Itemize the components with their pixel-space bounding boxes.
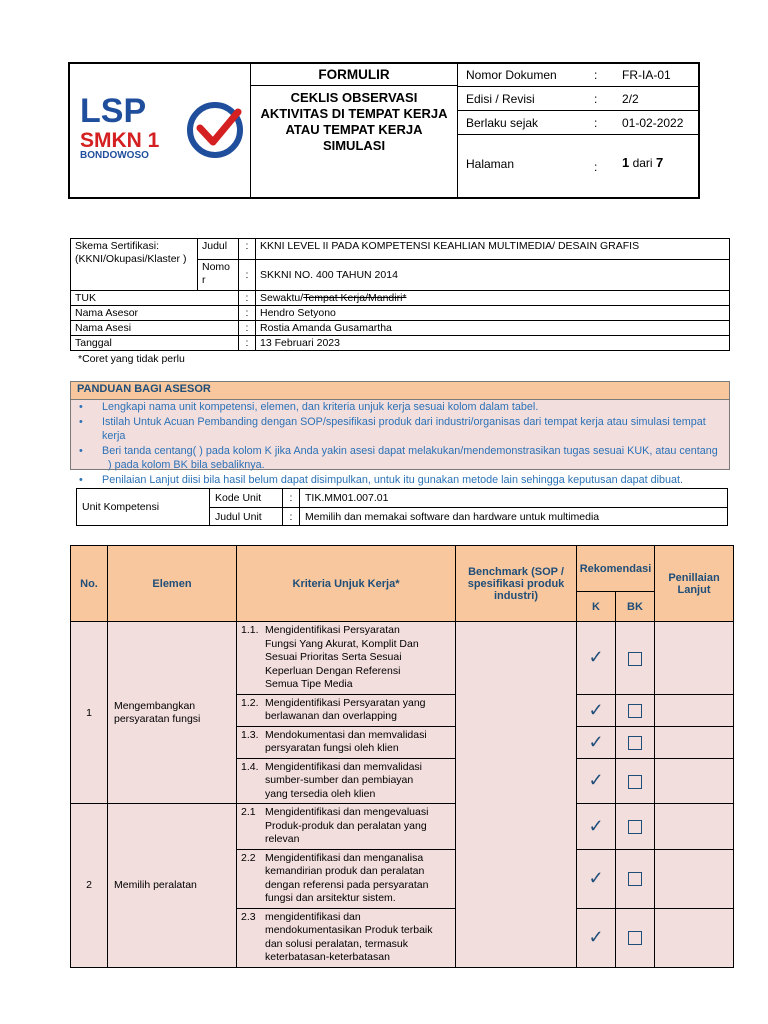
bk-checkbox[interactable]	[616, 694, 655, 726]
nomor-label: Nomo r	[198, 260, 239, 291]
meta-sep: :	[594, 92, 598, 106]
bk-checkbox[interactable]	[616, 908, 655, 967]
k-checkbox[interactable]	[577, 622, 616, 695]
kuk-text: Mengidentifikasi dan memvalidasi sumber-sumber dan pembiayan yang tersedia oleh klien	[265, 760, 422, 800]
meta-nomor-dokumen	[466, 68, 698, 88]
table-row	[71, 622, 734, 695]
header-bk: BK	[616, 592, 655, 622]
row-elemen: Memilih peralatan	[108, 804, 237, 968]
judul-unit-label: Judul Unit	[210, 508, 283, 526]
meta-halaman	[466, 157, 698, 177]
header-kriteria: Kriteria Unjuk Kerja*	[237, 546, 456, 622]
tuk-value	[256, 291, 730, 306]
penilaian-cell[interactable]	[655, 849, 734, 908]
meta-key: Berlaku sejak	[466, 116, 539, 130]
meta-value: 01-02-2022	[622, 116, 684, 130]
panduan-list	[71, 400, 729, 487]
kuk-text: Mengidentifikasi Persyaratan yang berlawanan dan overlapping	[265, 696, 426, 722]
info-table	[70, 238, 730, 351]
meta-key: Edisi / Revisi	[466, 92, 535, 106]
kuk-number: 1.4.	[241, 760, 259, 773]
logo-bondowoso-text: BONDOWOSO	[80, 150, 149, 161]
kuk-text: Mengidentifikasi dan mengevaluasi Produk-produk dan peralatan yang relevan	[265, 806, 429, 845]
kuk-cell	[237, 908, 456, 967]
form-title: FORMULIR	[251, 64, 457, 86]
checkmark-icon: ✓	[588, 699, 604, 720]
kode-unit-label: Kode Unit	[210, 489, 283, 508]
k-checkbox[interactable]	[577, 849, 616, 908]
kuk-number: 1.3.	[241, 728, 259, 741]
info-sep: :	[239, 291, 256, 306]
panduan-box	[70, 381, 730, 486]
checkmark-icon: ✓	[588, 815, 604, 836]
unit-sep: :	[283, 489, 300, 508]
bk-checkbox[interactable]	[616, 758, 655, 804]
table-row	[71, 804, 734, 850]
asesi-label: Nama Asesi	[71, 321, 239, 336]
penilaian-cell[interactable]	[655, 758, 734, 804]
kuk-text: Mengidentifikasi dan menganalisa kemandirian produk dan peralatan dengan referensi pada persyaratan fungsi dan arsitektur sistem.	[265, 851, 429, 904]
penilaian-cell[interactable]	[655, 908, 734, 967]
tuk-label: TUK	[71, 291, 239, 306]
meta-berlaku-sejak	[466, 116, 698, 136]
observation-table	[70, 545, 734, 968]
penilaian-cell[interactable]	[655, 694, 734, 726]
panduan-title: PANDUAN BAGI ASESOR	[71, 382, 729, 400]
empty-box-icon	[628, 652, 642, 666]
k-checkbox[interactable]	[577, 694, 616, 726]
header-penilaian: Penillaian Lanjut	[655, 546, 734, 622]
title-cell	[251, 63, 458, 198]
info-sep: :	[239, 306, 256, 321]
benchmark-cell[interactable]	[456, 622, 577, 968]
info-sep: :	[239, 239, 256, 260]
row-no: 1	[71, 622, 108, 804]
bk-checkbox[interactable]	[616, 622, 655, 695]
info-sep: :	[239, 260, 256, 291]
meta-sep: :	[594, 68, 598, 82]
tanggal-label: Tanggal	[71, 336, 239, 351]
k-checkbox[interactable]	[577, 726, 616, 758]
panduan-item-cont: ) pada kolom BK bila sebaliknya.	[108, 459, 265, 471]
doc-title: CEKLIS OBSERVASI AKTIVITAS DI TEMPAT KERJA ATAU TEMPAT KERJA SIMULASI	[260, 90, 448, 153]
unit-label: Unit Kompetensi	[77, 489, 210, 526]
meta-cell	[458, 63, 700, 198]
k-checkbox[interactable]	[577, 908, 616, 967]
unit-sep: :	[283, 508, 300, 526]
kuk-text: Mendokumentasi dan memvalidasi persyaratan fungsi oleh klien	[265, 728, 427, 754]
kuk-cell	[237, 849, 456, 908]
page-total: 7	[655, 155, 664, 170]
header-rekomendasi: Rekomendasi	[577, 546, 655, 592]
kuk-cell	[237, 622, 456, 695]
kuk-number: 1.1.	[241, 624, 259, 636]
tuk-plain: Sewaktu/	[260, 292, 304, 304]
kuk-number: 2.3	[241, 910, 256, 923]
panduan-item-text: Beri tanda centang( ) pada kolom K jika Anda yakin asesi dapat melakukan/mendemonstrasikan tugas sesuai KUK, atau centang	[102, 444, 718, 457]
empty-box-icon	[628, 704, 642, 718]
empty-box-icon	[628, 820, 642, 834]
panduan-item	[71, 444, 729, 473]
judul-label: Judul	[198, 239, 239, 260]
kode-unit-value: TIK.MM01.007.01	[300, 489, 728, 508]
checkmark-icon: ✓	[588, 770, 604, 791]
empty-box-icon	[628, 872, 642, 886]
kuk-cell	[237, 694, 456, 726]
nomor-value: SKKNI NO. 400 TAHUN 2014	[256, 260, 730, 291]
row-elemen: Mengembangkan persyaratan fungsi	[108, 622, 237, 804]
asesor-value: Hendro Setyono	[256, 306, 730, 321]
bk-checkbox[interactable]	[616, 804, 655, 850]
kuk-number: 2.1	[241, 806, 256, 818]
kuk-number: 1.2.	[241, 696, 259, 709]
penilaian-cell[interactable]	[655, 726, 734, 758]
header-elemen: Elemen	[108, 546, 237, 622]
coret-note: *Coret yang tidak perlu	[78, 353, 185, 365]
k-checkbox[interactable]	[577, 758, 616, 804]
logo-smkn-text: SMKN 1	[80, 129, 160, 152]
kuk-cell	[237, 758, 456, 804]
meta-value: 2/2	[622, 92, 639, 106]
header-k: K	[577, 592, 616, 622]
k-checkbox[interactable]	[577, 804, 616, 850]
kuk-number: 2.2	[241, 851, 256, 864]
tuk-struck: Tempat Kerja/Mandiri*	[303, 292, 407, 304]
kuk-text: mengidentifikasi dan mendokumentasikan Produk terbaik dan solusi peralatan, termasuk keterbatasan-keterbatasan	[265, 910, 433, 963]
meta-key: Halaman	[466, 157, 515, 171]
info-sep: :	[239, 321, 256, 336]
asesi-value: Rostia Amanda Gusamartha	[256, 321, 730, 336]
panduan-item: • Penilaian Lanjut diisi bila hasil belum dapat disimpulkan, untuk itu gunakan metode lain sehingga keputusan dapat dibuat.	[71, 473, 729, 488]
bk-checkbox[interactable]	[616, 726, 655, 758]
bk-checkbox[interactable]	[616, 849, 655, 908]
row-no: 2	[71, 804, 108, 968]
empty-box-icon	[628, 775, 642, 789]
meta-sep: :	[594, 160, 598, 174]
meta-value: FR-IA-01	[622, 68, 671, 82]
penilaian-cell[interactable]	[655, 804, 734, 850]
panduan-item: • Istilah Untuk Acuan Pembanding dengan SOP/spesifikasi produk dari industri/organisas dari tempat kerja atau simulasi tempat kerja	[71, 415, 729, 444]
empty-box-icon	[628, 736, 642, 750]
meta-key: Nomor Dokumen	[466, 68, 557, 82]
judul-unit-value: Memilih dan memakai software dan hardware untuk multimedia	[300, 508, 728, 526]
skema-label: Skema Sertifikasi: (KKNI/Okupasi/Klaster )	[71, 239, 198, 291]
unit-table	[76, 488, 728, 526]
checkmark-icon: ✓	[588, 647, 604, 668]
page-dari: dari	[632, 156, 653, 170]
checkmark-icon: ✓	[588, 868, 604, 888]
kuk-cell	[237, 804, 456, 850]
checkmark-icon: ✓	[588, 731, 604, 752]
tanggal-value: 13 Februari 2023	[256, 336, 730, 351]
meta-sep: :	[594, 116, 598, 130]
logo-check-icon	[200, 112, 238, 142]
asesor-label: Nama Asesor	[71, 306, 239, 321]
document-header	[68, 62, 700, 199]
kuk-text: Mengidentifikasi Persyaratan Fungsi Yang Akurat, Komplit Dan Sesuai Prioritas Serta Sesuai Keperluan Dengan Referensi Semua Tipe Media	[265, 624, 419, 690]
judul-value: KKNI LEVEL II PADA KOMPETENSI KEAHLIAN MULTIMEDIA/ DESAIN GRAFIS	[256, 239, 730, 260]
lsp-logo	[70, 64, 250, 192]
info-sep: :	[239, 336, 256, 351]
logo-cell	[69, 63, 251, 198]
meta-edisi-revisi	[466, 92, 698, 112]
empty-box-icon	[628, 931, 642, 945]
kuk-cell	[237, 726, 456, 758]
logo-lsp-text: LSP	[80, 92, 147, 130]
panduan-item: • Lengkapi nama unit kompetensi, elemen, dan kriteria unjuk kerja sesuai kolom dalam tabel.	[71, 400, 729, 415]
header-no: No.	[71, 546, 108, 622]
penilaian-cell[interactable]	[655, 622, 734, 695]
checkmark-icon: ✓	[588, 927, 604, 947]
page-number: 1	[622, 155, 630, 170]
header-benchmark: Benchmark (SOP / spesifikasi produk industri)	[456, 546, 577, 622]
